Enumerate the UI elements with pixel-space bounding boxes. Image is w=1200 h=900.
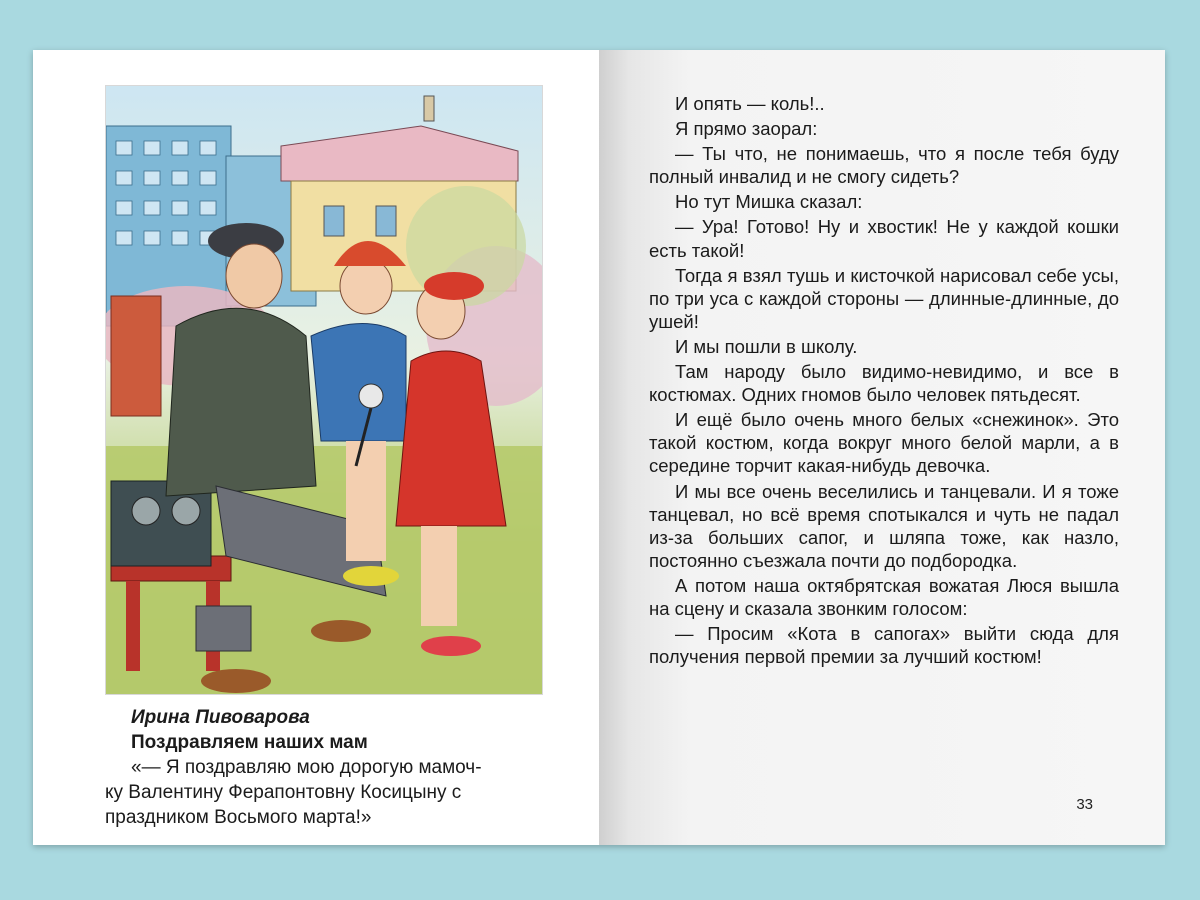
left-text-block bbox=[105, 705, 545, 830]
paragraph: — Ура! Готово! Ну и хвостик! Не у каждой кошки есть такой! bbox=[649, 216, 1119, 261]
paragraph: — Просим «Кота в сапогах» выйти сюда для получения первой премии за лучший костюм! bbox=[649, 623, 1119, 668]
paragraph: И опять — коль!.. bbox=[675, 93, 825, 114]
paragraph: Но тут Мишка сказал: bbox=[675, 191, 863, 213]
paragraph: Там народу было видимо-невидимо, и все в костюмах. Одних гномов было человек пятьдесят. bbox=[649, 361, 1119, 406]
paragraph: — Ты что, не понимаешь, что я после тебя буду полный инвалид и не смогу сидеть? bbox=[649, 143, 1119, 188]
right-text-block bbox=[649, 92, 1119, 670]
page-number: 33 bbox=[1076, 796, 1093, 813]
paragraph: А потом наша октябрятская вожатая Люся вышла на сцену и сказала звонким голосом: bbox=[649, 574, 1119, 619]
story-author: Ирина Пивоварова bbox=[131, 707, 310, 728]
paragraph: И ещё было очень много белых «снежинок». Это такой костюм, когда вокруг много белой марли, а в середине торчит какая-нибудь девочка. bbox=[649, 409, 1119, 477]
paragraph: И мы пошли в школу. bbox=[675, 335, 858, 357]
paragraph: Я прямо заорал: bbox=[675, 118, 818, 140]
story-excerpt bbox=[105, 755, 545, 830]
story-title: Поздравляем наших мам bbox=[131, 732, 368, 753]
story-illustration bbox=[105, 85, 543, 695]
paragraph: И мы все очень веселились и танцевали. И я тоже танцевал, но всё время спотыкался и чуть не падал из-за больших сапог, и шляпа тоже, как назло, постоянно съезжала почти до подбородка. bbox=[649, 480, 1119, 571]
left-page bbox=[33, 50, 599, 845]
excerpt-line: праздником Восьмого марта!» bbox=[105, 807, 372, 828]
paragraph: Тогда я взял тушь и кисточкой нарисовал себе усы, по три уса с каждой стороны — длинные-длинные, до ушей! bbox=[649, 264, 1119, 332]
book-spread bbox=[33, 50, 1165, 845]
excerpt-line: ку Валентину Ферапонтовну Косицыну с bbox=[105, 782, 462, 803]
excerpt-line: «— Я поздравляю мою дорогую мамоч- bbox=[131, 757, 482, 778]
right-page bbox=[599, 50, 1165, 845]
